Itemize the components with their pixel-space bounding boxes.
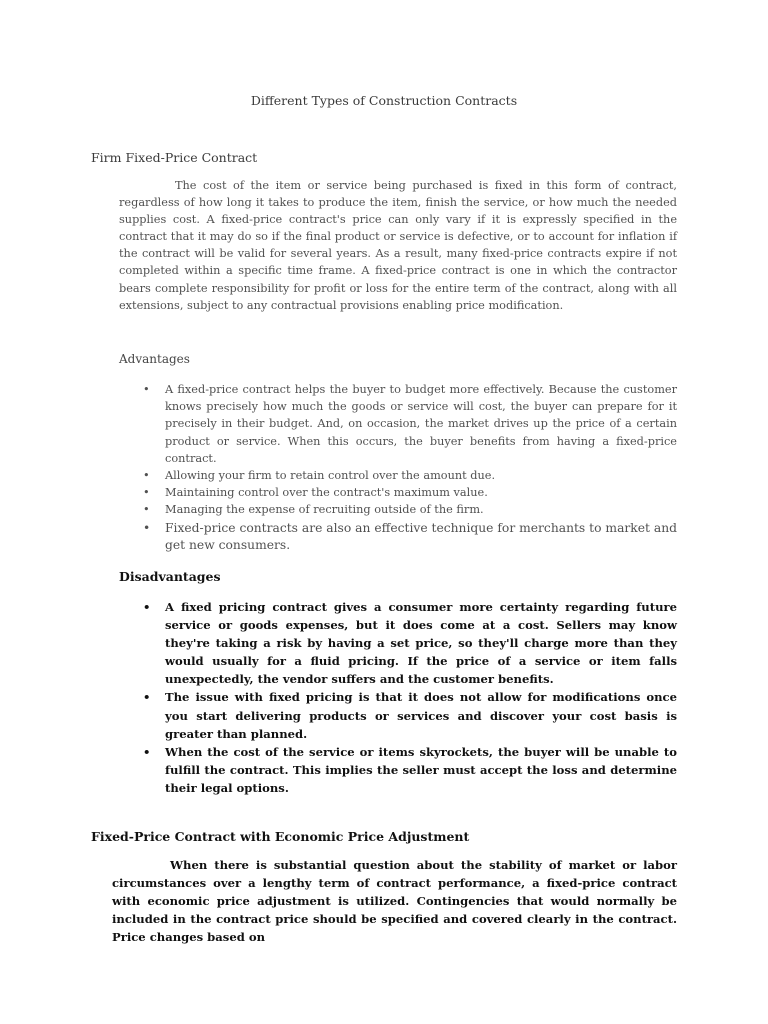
disadvantages-heading: Disadvantages <box>119 569 221 584</box>
list-item <box>143 688 677 742</box>
bullet-icon: • <box>143 520 151 535</box>
list-item <box>143 743 677 797</box>
document-title: Different Types of Construction Contracts <box>250 93 518 108</box>
list-item <box>143 598 677 688</box>
list-item-text: Fixed-price contracts are also an effective technique for merchants to market and get new consumers. <box>165 520 677 553</box>
bullet-icon: • <box>143 600 151 614</box>
bullet-icon: • <box>143 469 150 483</box>
bullet-icon: • <box>143 744 151 759</box>
list-item <box>143 381 677 467</box>
list-item-text: The issue with fixed pricing is that it does not allow for modifications once you start delivering products or services and discover your cost basis is greater than planned. <box>165 690 677 741</box>
advantages-list <box>143 381 677 555</box>
section-heading-firm-fixed-price: Firm Fixed-Price Contract <box>91 150 258 165</box>
list-item-text: A fixed pricing contract gives a consumer more certainty regarding future service or goods expenses, but it does come at a cost. Sellers may know they're taking a risk by having a set price, so they'll charge more than they would usually for a fluid pricing. If the price of a service or item falls unexpectedly, the vendor suffers and the customer benefits. <box>165 600 677 687</box>
bullet-icon: • <box>143 383 150 396</box>
advantages-heading: Advantages <box>119 352 190 366</box>
list-item-text: Allowing your firm to retain control over the amount due. <box>165 469 496 483</box>
list-item <box>143 501 677 518</box>
disadvantages-list <box>143 598 677 797</box>
list-item-text: Managing the expense of recruiting outside of the firm. <box>165 503 484 517</box>
bullet-icon: • <box>143 690 151 705</box>
list-item <box>143 484 677 501</box>
list-item-text: When the cost of the service or items skyrockets, the buyer will be unable to fulfill the contract. This implies the seller must accept the loss and determine their legal options. <box>165 744 677 795</box>
section-paragraph-firm-fixed-price: The cost of the item or service being purchased is fixed in this form of contract, regardless of how long it takes to produce the item, finish the service, or how much the needed supplies cost. A fixed-price contract's price can only vary if it is expressly specified in the contract that it may do so if the final product or service is defective, or to account for inflation if the contract will be valid for several years. As a result, many fixed-price contracts expire if not completed within a specific time frame. A fixed-price contract is one in which the contractor bears complete responsibility for profit or loss for the entire term of the contract, along with all extensions, subject to any contractual provisions enabling price modification. <box>119 179 677 312</box>
bullet-icon: • <box>143 486 150 500</box>
list-item <box>143 467 677 484</box>
bullet-icon: • <box>143 503 150 517</box>
section-heading-economic-price-adjustment: Fixed-Price Contract with Economic Price Adjustment <box>91 829 470 844</box>
list-item-text: Maintaining control over the contract's maximum value. <box>165 486 488 500</box>
section-paragraph-economic-price-adjustment: When there is substantial question about the stability of market or labor circumstances over a lengthy term of contract performance, a fixed-price contract with economic price adjustment is utilized. Contingencies that would normally be included in the contract price should be specified and covered clearly in the contract. Price changes based on <box>112 858 677 945</box>
list-item-text: A fixed-price contract helps the buyer to budget more effectively. Because the customer knows precisely how much the goods or service will cost, the buyer can prepare for it precisely in their budget. And, on occasion, the market drives up the price of a certain product or service. When this occurs, the buyer benefits from having a fixed-price contract. <box>165 383 677 465</box>
list-item <box>143 520 677 555</box>
